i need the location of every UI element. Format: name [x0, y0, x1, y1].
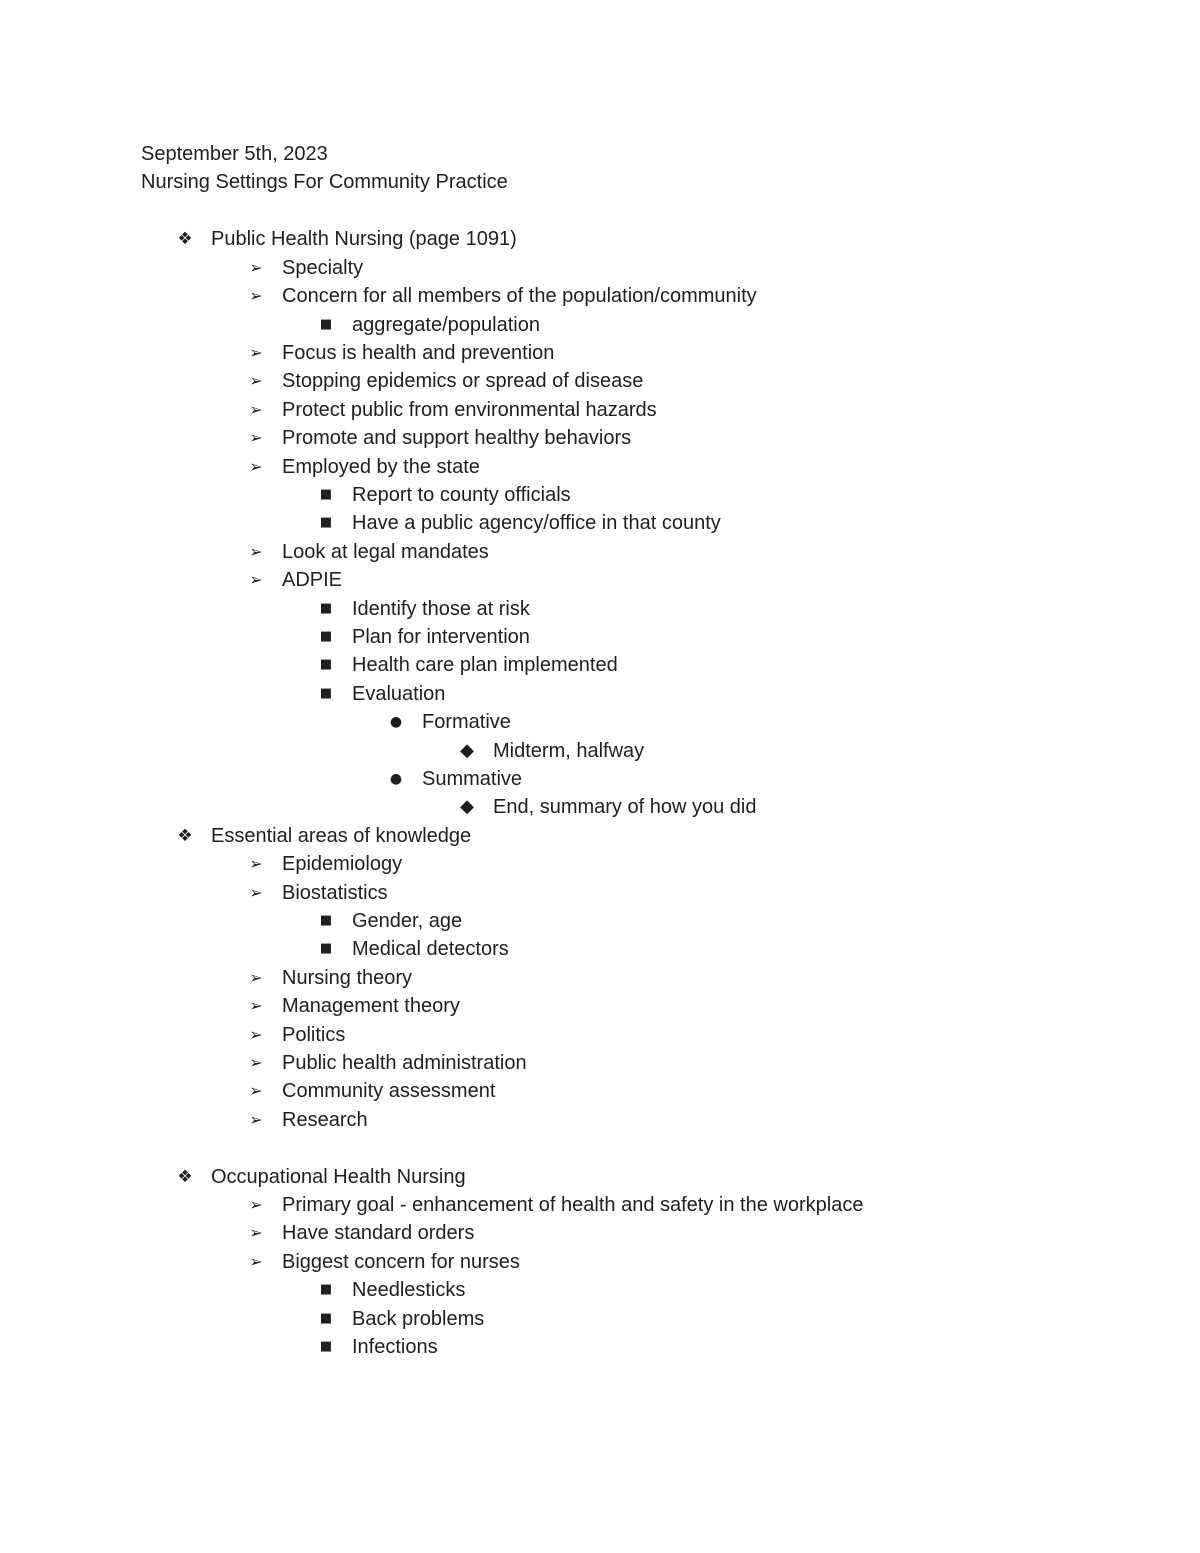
outline-item-text: aggregate/population — [352, 313, 540, 336]
outline-item-text: Stopping epidemics or spread of disease — [282, 370, 644, 393]
arrow-bullet-icon: ➢ — [249, 1109, 263, 1129]
outline-item-text: Back problems — [352, 1307, 485, 1330]
square-bullet-icon: ■ — [319, 486, 333, 502]
outline-item-text: Report to county officials — [352, 483, 571, 506]
arrow-bullet-icon: ➢ — [249, 1052, 263, 1072]
filled-diamond-bullet-icon: ◆ — [460, 739, 474, 761]
outline-item-text: Have standard orders — [282, 1222, 475, 1245]
outline-item-text: Health care plan implemented — [352, 654, 618, 677]
square-bullet-icon: ■ — [319, 941, 333, 957]
outline-item-text: Specialty — [282, 256, 364, 279]
arrow-bullet-icon: ➢ — [249, 1223, 263, 1243]
diamond-bullet-icon: ❖ — [177, 229, 193, 250]
arrow-bullet-icon: ➢ — [249, 1024, 263, 1044]
document-title-text: Nursing Settings For Community Practice — [141, 170, 508, 193]
square-bullet-icon: ■ — [319, 1310, 333, 1326]
outline-item-text: Protect public from environmental hazards — [282, 398, 657, 421]
outline-item-text: Promote and support healthy behaviors — [282, 427, 632, 450]
outline-item-text: Community assessment — [282, 1080, 496, 1103]
dot-bullet-icon: ● — [389, 714, 403, 731]
outline-item-text: Evaluation — [352, 682, 446, 705]
arrow-bullet-icon: ➢ — [249, 286, 263, 306]
document-date-text: September 5th, 2023 — [141, 142, 328, 165]
outline-item-text: Midterm, halfway — [493, 739, 645, 762]
arrow-bullet-icon: ➢ — [249, 1251, 263, 1271]
outline-item-text: Formative — [422, 711, 511, 734]
arrow-bullet-icon: ➢ — [249, 399, 263, 419]
filled-diamond-bullet-icon: ◆ — [460, 796, 474, 818]
outline-item-text: Nursing theory — [282, 966, 413, 989]
square-bullet-icon: ■ — [319, 515, 333, 531]
arrow-bullet-icon: ➢ — [249, 342, 263, 362]
outline-item-text: Focus is health and prevention — [282, 341, 555, 364]
arrow-bullet-icon: ➢ — [249, 996, 263, 1016]
outline-item-text: Infections — [352, 1335, 438, 1358]
outline-item-text: Epidemiology — [282, 853, 403, 876]
arrow-bullet-icon: ➢ — [249, 428, 263, 448]
square-bullet-icon: ■ — [319, 912, 333, 928]
outline-item-text: Occupational Health Nursing — [211, 1165, 466, 1188]
outline-item-text: Gender, age — [352, 909, 463, 932]
diamond-bullet-icon: ❖ — [177, 1166, 193, 1187]
arrow-bullet-icon: ➢ — [249, 456, 263, 476]
outline-item-text: Look at legal mandates — [282, 540, 489, 563]
square-bullet-icon: ■ — [319, 316, 333, 332]
arrow-bullet-icon: ➢ — [249, 257, 263, 277]
arrow-bullet-icon: ➢ — [249, 1194, 263, 1214]
outline-item-text: Research — [282, 1108, 368, 1131]
square-bullet-icon: ■ — [319, 600, 333, 616]
outline-item-text: Public health administration — [282, 1051, 527, 1074]
outline-item-text: Primary goal - enhancement of health and safety in the workplace — [282, 1193, 864, 1216]
square-bullet-icon: ■ — [319, 1282, 333, 1298]
outline-item-text: Plan for intervention — [352, 625, 530, 648]
square-bullet-icon: ■ — [319, 628, 333, 644]
outline-item-text: Concern for all members of the population/community — [282, 285, 757, 308]
outline-item-text: ADPIE — [282, 569, 343, 592]
arrow-bullet-icon: ➢ — [249, 967, 263, 987]
arrow-bullet-icon: ➢ — [249, 1081, 263, 1101]
outline-item-text: Summative — [422, 767, 523, 790]
outline-item-text: Medical detectors — [352, 938, 509, 961]
arrow-bullet-icon: ➢ — [249, 570, 263, 590]
outline-item-text: Biostatistics — [282, 881, 388, 904]
outline-item-text: Management theory — [282, 995, 460, 1018]
outline-item-text: End, summary of how you did — [493, 796, 757, 819]
diamond-bullet-icon: ❖ — [177, 825, 193, 846]
outline-item-text: Have a public agency/office in that county — [352, 512, 721, 535]
arrow-bullet-icon: ➢ — [249, 541, 263, 561]
arrow-bullet-icon: ➢ — [249, 882, 263, 902]
arrow-bullet-icon: ➢ — [249, 371, 263, 391]
arrow-bullet-icon: ➢ — [249, 854, 263, 874]
square-bullet-icon: ■ — [319, 685, 333, 701]
outline-item-text: Essential areas of knowledge — [211, 824, 472, 847]
outline-item-text: Politics — [282, 1023, 346, 1046]
outline-item-text: Needlesticks — [352, 1279, 466, 1302]
outline-item-text: Identify those at risk — [352, 597, 530, 620]
outline-item-text: Biggest concern for nurses — [282, 1250, 520, 1273]
square-bullet-icon: ■ — [319, 1338, 333, 1354]
outline-item-text: Employed by the state — [282, 455, 480, 478]
dot-bullet-icon: ● — [389, 770, 403, 787]
square-bullet-icon: ■ — [319, 657, 333, 673]
outline-item-text: Public Health Nursing (page 1091) — [211, 228, 517, 251]
